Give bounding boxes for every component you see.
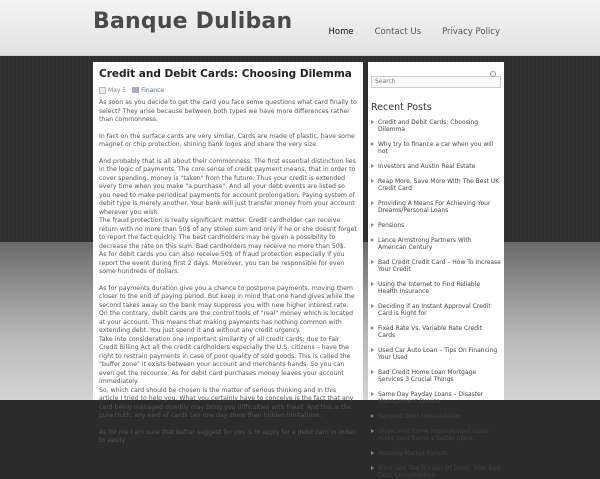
arrow-bullet-icon xyxy=(371,223,374,227)
arrow-bullet-icon xyxy=(371,282,374,286)
main-nav xyxy=(308,27,600,37)
recent-post-item[interactable] xyxy=(371,281,501,295)
site-title[interactable]: Banque Duliban xyxy=(93,9,293,34)
category-icon xyxy=(132,87,139,93)
arrow-bullet-icon xyxy=(371,142,374,146)
post-paragraph: As soon as you decide to get the card you face some questions what card finally to select? They arise because between both types we have more differences rather than commonness. xyxy=(99,99,357,123)
recent-post-item[interactable] xyxy=(371,450,501,457)
recent-post-link[interactable]: Used Car Auto Loan – Tips On Financing Your Used xyxy=(378,346,498,361)
arrow-bullet-icon xyxy=(371,201,374,205)
search-icon[interactable] xyxy=(490,71,496,77)
recent-post-link[interactable]: Lance Armstrong Partners With American Century xyxy=(378,236,472,251)
recent-post-item[interactable] xyxy=(371,347,501,361)
calendar-icon xyxy=(99,87,106,94)
recent-post-link[interactable]: Eliminate The Burden Of Debts With Bad Debt Consolidation xyxy=(378,464,501,479)
recent-post-link[interactable]: Unsecured home improvement loans make your home a better place xyxy=(378,427,489,442)
recent-post-link[interactable]: Bad Credit Credit Card – How To Increase Your Credit xyxy=(378,258,501,273)
recent-post-item[interactable] xyxy=(371,237,501,251)
arrow-bullet-icon xyxy=(371,392,374,396)
post-category-link[interactable]: Finance xyxy=(141,86,165,94)
recent-post-item[interactable] xyxy=(371,119,501,133)
recent-post-link[interactable]: Housing Market Fallout xyxy=(378,449,447,457)
arrow-bullet-icon xyxy=(371,179,374,183)
recent-post-item[interactable] xyxy=(371,391,501,405)
post-date: May 5 xyxy=(108,86,127,94)
sidebar xyxy=(368,62,504,479)
recent-post-item[interactable] xyxy=(371,369,501,383)
recent-post-link[interactable]: Investors and Austin Real Estate xyxy=(378,162,476,170)
nav-privacy-policy[interactable]: Privacy Policy xyxy=(442,27,500,37)
post-paragraph: Take into consideration one important similarity of all credit cards: due to Fair Credit Billing Act all the credit cardholders especially the U.S. citizens – have the right to restrain payments in case of poor quality of sold goods. This is called the "buffer zone" it exists between your account and merchants hands. So you can even get the recourse. As for debit card purchases money leaves your account immediately. xyxy=(99,335,351,385)
post-article xyxy=(93,62,363,444)
recent-post-item[interactable] xyxy=(371,413,501,420)
recent-post-link[interactable]: Bad Credit Home Loan Mortgage Services 3 Crucial Things xyxy=(378,368,477,383)
post-paragraph: The fraud protection is really significant matter. Credit cardholder can receive return with no more than 50$ of any stolen sum and only if he or she doesnt forget to report the fact quickly. The best cardholders may be given a possibility to decrease the rate on this sum. Bad cardholders may receive no more than 50$. xyxy=(99,217,357,250)
arrow-bullet-icon xyxy=(371,164,374,168)
arrow-bullet-icon xyxy=(371,260,374,264)
recent-post-link[interactable]: Pensions xyxy=(378,221,405,229)
nav-contact-us[interactable]: Contact Us xyxy=(374,27,422,37)
arrow-bullet-icon xyxy=(371,370,374,374)
recent-post-item[interactable] xyxy=(371,141,501,155)
recent-posts-list xyxy=(371,119,501,479)
arrow-bullet-icon xyxy=(371,451,374,455)
arrow-bullet-icon xyxy=(371,348,374,352)
arrow-bullet-icon xyxy=(371,326,374,330)
post-paragraph: As for debit cards you can also receive 50$ of fraud protection especially if you report the event during first 2 days. Moreover, you can be responsible for even some hundreds of dollars. xyxy=(99,251,345,275)
arrow-bullet-icon xyxy=(371,238,374,242)
search-input[interactable] xyxy=(371,76,501,88)
recent-post-link[interactable]: Using the Internet to Find Reliable Health Insurance xyxy=(378,280,481,295)
post-title[interactable]: Credit and Debit Cards: Choosing Dilemma xyxy=(99,68,352,80)
arrow-bullet-icon xyxy=(371,429,374,433)
recent-post-item[interactable] xyxy=(371,200,501,214)
site-header xyxy=(0,0,600,56)
arrow-bullet-icon xyxy=(371,120,374,124)
recent-post-item[interactable] xyxy=(371,428,501,442)
recent-post-link[interactable]: Credit and Debit Cards: Choosing Dilemma xyxy=(378,118,479,133)
recent-posts-title: Recent Posts xyxy=(371,101,432,113)
recent-post-item[interactable] xyxy=(371,465,501,479)
post-paragraph: In fact on the surface cards are very similar. Cards are made of plastic, have some magnet or chip protection, shining bank logos and share the very size. xyxy=(99,132,355,148)
recent-post-link[interactable]: Providing A Means For Achieving Your Dreams/Personal Loans xyxy=(378,199,491,214)
recent-post-link[interactable]: Fixed Rate Vs. Variable Rate Credit Cards xyxy=(378,324,483,339)
recent-post-item[interactable] xyxy=(371,325,501,339)
recent-post-item[interactable] xyxy=(371,259,501,273)
recent-post-item[interactable] xyxy=(371,178,501,192)
recent-post-link[interactable]: Same Day Payday Loans – Disaster Management Device xyxy=(378,390,484,405)
search-box xyxy=(371,68,501,88)
recent-post-link[interactable]: Why try to finance a car when you will not xyxy=(378,140,494,155)
post-paragraph: So, which card should be chosen is the matter of serious thinking and in this article I tried to help you. What you certainly have to conceive is the fact that any card being managed dowdily may bring you difficulties with fraud. And this is the pure truth: any kind of cards can one day show their hidden limitations. xyxy=(99,386,354,419)
recent-post-link[interactable]: Secured Debt Consolidation xyxy=(378,412,462,420)
post-content xyxy=(99,99,357,446)
recent-post-link[interactable]: Deciding if an Instant Approval Credit Card is Right for xyxy=(378,302,491,317)
post-paragraph: As for payments duration give you a chance to postpone payments, moving them closer to the end of paying period. But keep in mind that one hand gives while the second takes away so the bank may suppress you with new higher interest rate. On the contrary, debit cards are the control tools of "real" money which is located at your account. This means that making payments has nothing common with extending debt. You just spend it and without any credit urgency. xyxy=(99,284,355,334)
arrow-bullet-icon xyxy=(371,466,374,470)
recent-post-link[interactable]: Reap More, Save More With The Best UK Credit Card xyxy=(378,177,500,192)
arrow-bullet-icon xyxy=(371,304,374,308)
post-paragraph: And probably that is all about their commonness. The first essential distinction lies in the logic of payments. The core sense of credit payment means, that in order to cover spending, money is "taken" from the future. Thus your credit is extended every time when you make "a purchase". And all your debt events are listed so you need to make periodical payments for account prolongation. Paying system of debit type is merely another. Your bank will just transfer money from your account wherever you wish. xyxy=(99,157,356,216)
post-meta xyxy=(99,85,357,95)
recent-post-item[interactable] xyxy=(371,303,501,317)
arrow-bullet-icon xyxy=(371,414,374,418)
nav-home[interactable]: Home xyxy=(328,27,354,37)
post-paragraph: As for me I am sure that better suggest for you is to apply for a debit card in order to easily xyxy=(99,428,355,444)
recent-post-item[interactable] xyxy=(371,163,501,170)
recent-post-item[interactable] xyxy=(371,222,501,229)
